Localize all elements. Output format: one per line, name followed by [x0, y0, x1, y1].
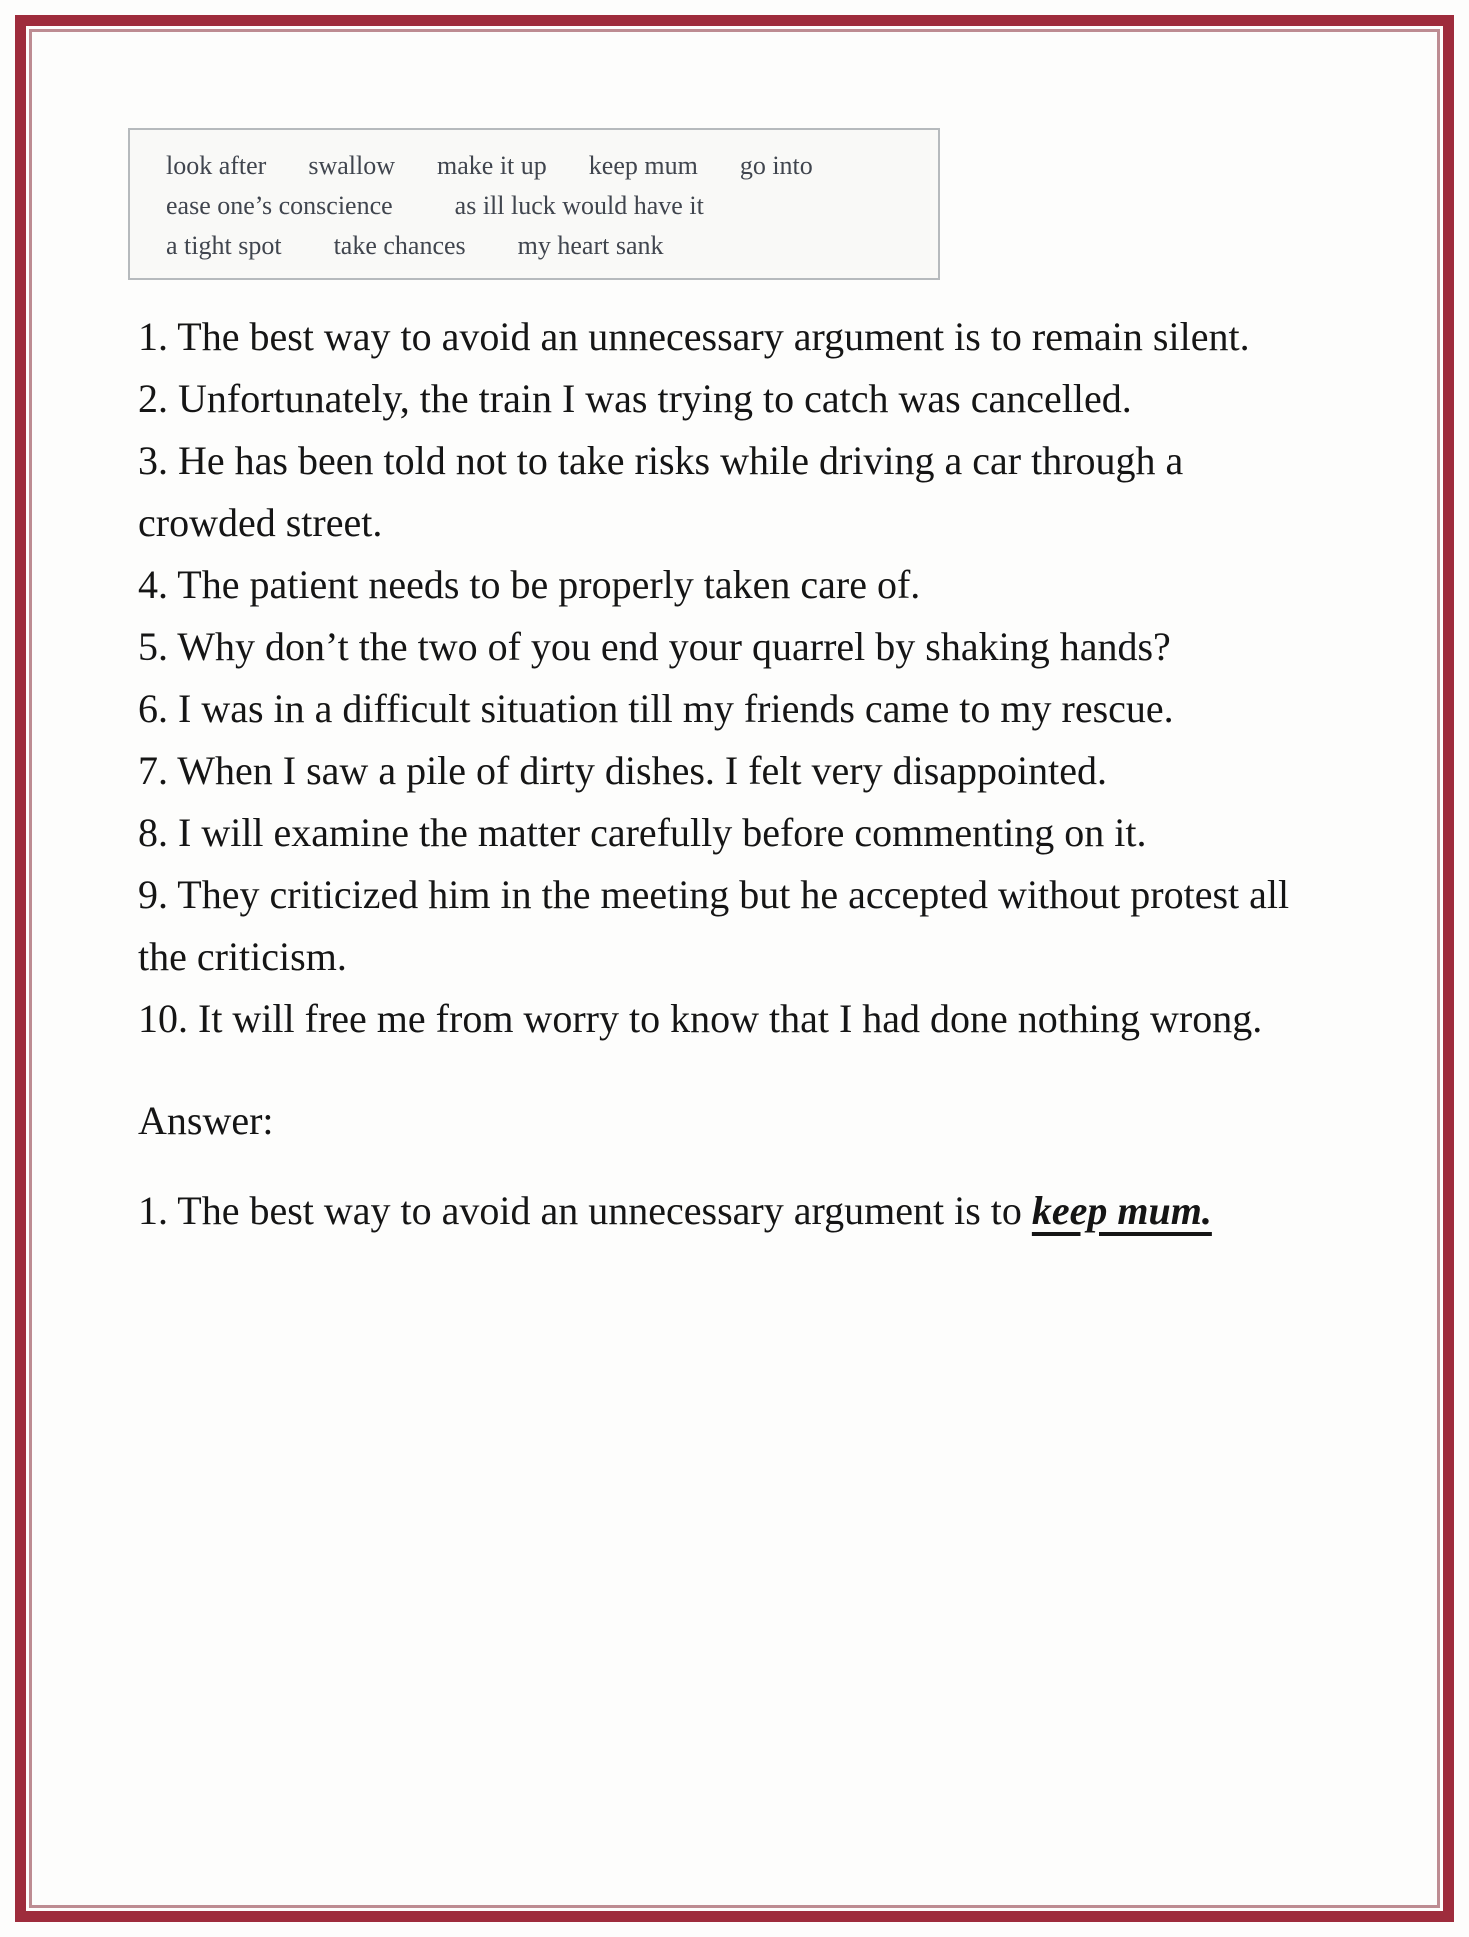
answer-item — [138, 1180, 1318, 1242]
phrase: look after — [166, 151, 267, 180]
sentence-list — [138, 306, 1318, 1050]
phrase: go into — [739, 151, 813, 180]
answer-highlight: keep mum. — [1031, 1188, 1212, 1233]
sentence-item: 1. The best way to avoid an unnecessary argument is to remain silent. — [138, 314, 1250, 359]
sentence-item: 6. I was in a difficult situation till my friends came to my rescue. — [138, 686, 1174, 731]
phrase: as ill luck would have it — [454, 191, 704, 220]
sentence-item: 3. He has been told not to take risks while driving a car through a crowded street. — [138, 438, 1184, 545]
phrase: swallow — [308, 151, 396, 180]
phrase-bank-row — [166, 146, 920, 186]
sentence-item: 8. I will examine the matter carefully before commenting on it. — [138, 810, 1147, 855]
sentence-item: 5. Why don’t the two of you end your quarrel by shaking hands? — [138, 624, 1171, 669]
sentence-item: 4. The patient needs to be properly taken care of. — [138, 562, 921, 607]
sentence-item: 2. Unfortunately, the train I was trying to catch was cancelled. — [138, 376, 1132, 421]
phrase: a tight spot — [166, 231, 282, 260]
sentence-item: 7. When I saw a pile of dirty dishes. I felt very disappointed. — [138, 748, 1108, 793]
answer-text: 1. The best way to avoid an unnecessary argument is to — [138, 1188, 1032, 1233]
answer-heading: Answer: — [138, 1098, 274, 1143]
phrase: my heart sank — [517, 231, 664, 260]
worksheet-content — [32, 32, 1437, 1905]
sentence-item: 10. It will free me from worry to know that I had done nothing wrong. — [138, 996, 1263, 1041]
phrase-bank-row — [166, 186, 920, 226]
sentence-item: 9. They criticized him in the meeting but he accepted without protest all the criticism. — [138, 872, 1290, 979]
phrase: make it up — [437, 151, 547, 180]
phrase: keep mum — [588, 151, 698, 180]
phrase-bank-box — [128, 128, 940, 280]
phrase: ease one’s conscience — [166, 191, 393, 220]
phrase-bank-row — [166, 226, 920, 266]
phrase: take chances — [333, 231, 466, 260]
